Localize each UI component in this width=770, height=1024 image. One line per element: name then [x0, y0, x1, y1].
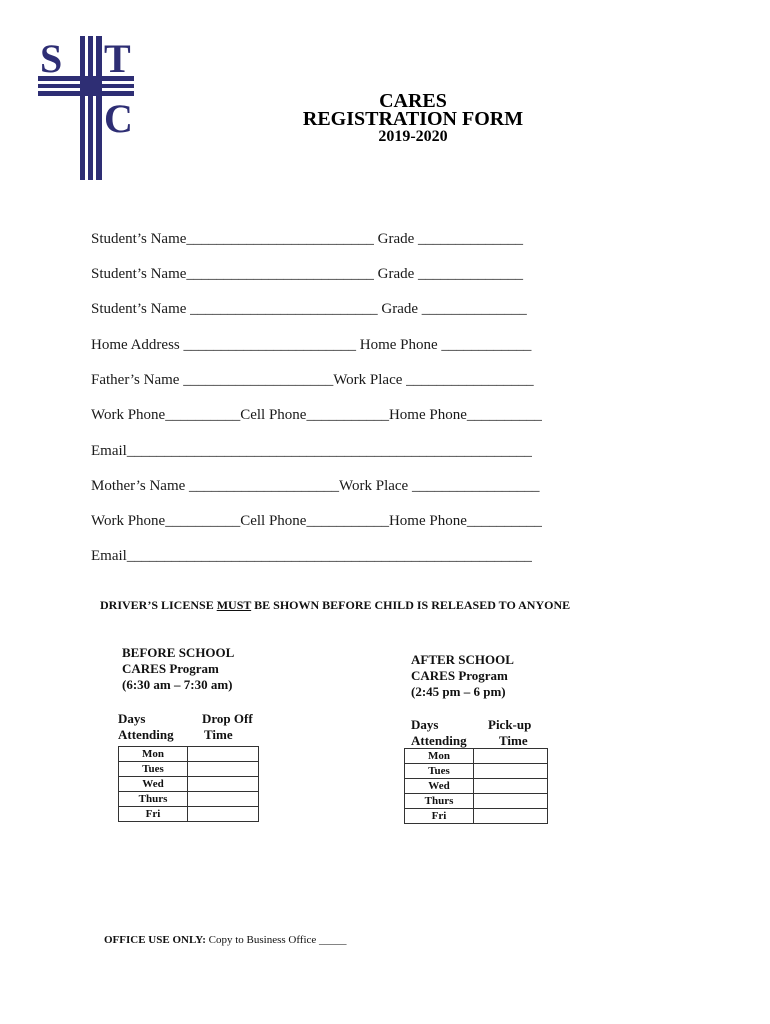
day-cell: Fri — [119, 807, 188, 822]
after-school-program: CARES Program — [411, 668, 508, 683]
dropoff-time-cell[interactable] — [188, 777, 259, 792]
day-cell: Wed — [405, 779, 474, 794]
office-use-label: OFFICE USE ONLY: — [104, 934, 206, 946]
before-school-table — [118, 746, 259, 822]
form-title-line1: CARES — [379, 90, 447, 112]
student-name-field-2[interactable]: Student’s Name_________________________ Grade ______________ — [91, 266, 524, 282]
notice-emphasis: MUST — [216, 598, 252, 612]
table-row — [405, 779, 548, 794]
student-name-field-3[interactable]: Student’s Name _________________________ Grade ______________ — [91, 301, 527, 317]
mother-name-field[interactable]: Mother’s Name ____________________Work Place _________________ — [91, 478, 540, 494]
logo-letter-s: S — [40, 36, 63, 81]
dropoff-time-cell[interactable] — [188, 762, 259, 777]
day-cell: Mon — [119, 747, 188, 762]
father-email-field[interactable]: Email______________________________________________________ — [91, 443, 532, 459]
home-address-field[interactable]: Home Address _______________________ Home Phone ____________ — [91, 337, 532, 353]
office-use-text: Copy to Business Office _____ — [205, 934, 347, 946]
pickup-time-cell[interactable] — [474, 794, 548, 809]
license-notice — [100, 598, 570, 613]
pickup-time-cell[interactable] — [474, 749, 548, 764]
day-cell: Tues — [119, 762, 188, 777]
after-days-header-2: Attending — [411, 733, 467, 748]
table-row — [119, 762, 259, 777]
table-row — [119, 807, 259, 822]
after-days-header-1: Days — [411, 717, 439, 732]
form-title-line2: REGISTRATION FORM — [302, 108, 524, 130]
pickup-time-cell[interactable] — [474, 809, 548, 824]
after-pickup-header-1: Pick-up — [488, 717, 532, 732]
table-row — [119, 777, 259, 792]
day-cell: Wed — [119, 777, 188, 792]
before-dropoff-header-2: Time — [204, 727, 233, 742]
notice-after: BE SHOWN BEFORE CHILD IS RELEASED TO ANYONE — [251, 598, 571, 612]
after-school-title: AFTER SCHOOL — [411, 652, 514, 667]
after-school-table — [404, 748, 548, 824]
after-school-hours: (2:45 pm – 6 pm) — [411, 684, 506, 699]
before-days-header-2: Attending — [118, 727, 174, 742]
pickup-time-cell[interactable] — [474, 764, 548, 779]
day-cell: Thurs — [119, 792, 188, 807]
dropoff-time-cell[interactable] — [188, 747, 259, 762]
before-days-header-1: Days — [118, 711, 146, 726]
notice-before: DRIVER’S LICENSE — [100, 598, 217, 612]
mother-email-field[interactable]: Email______________________________________________________ — [91, 548, 532, 564]
mother-phones-field[interactable]: Work Phone__________Cell Phone___________Home Phone__________ — [91, 513, 542, 529]
logo-letter-t: T — [104, 36, 131, 81]
after-pickup-header-2: Time — [499, 733, 528, 748]
dropoff-time-cell[interactable] — [188, 792, 259, 807]
table-row — [405, 749, 548, 764]
before-school-title: BEFORE SCHOOL — [122, 645, 235, 660]
student-name-field-1[interactable]: Student’s Name_________________________ Grade ______________ — [91, 231, 524, 247]
day-cell: Thurs — [405, 794, 474, 809]
pickup-time-cell[interactable] — [474, 779, 548, 794]
form-year: 2019-2020 — [378, 128, 448, 145]
father-name-field[interactable]: Father’s Name ____________________Work Place _________________ — [91, 372, 534, 388]
father-phones-field[interactable]: Work Phone__________Cell Phone___________Home Phone__________ — [91, 407, 542, 423]
table-row — [405, 764, 548, 779]
table-row — [119, 792, 259, 807]
day-cell: Mon — [405, 749, 474, 764]
before-school-program: CARES Program — [122, 661, 219, 676]
office-use-line — [104, 934, 347, 946]
before-dropoff-header-1: Drop Off — [202, 711, 253, 726]
table-row — [405, 809, 548, 824]
before-school-hours: (6:30 am – 7:30 am) — [122, 677, 233, 692]
table-row — [405, 794, 548, 809]
day-cell: Tues — [405, 764, 474, 779]
logo-letter-c: C — [104, 96, 133, 141]
day-cell: Fri — [405, 809, 474, 824]
table-row — [119, 747, 259, 762]
dropoff-time-cell[interactable] — [188, 807, 259, 822]
